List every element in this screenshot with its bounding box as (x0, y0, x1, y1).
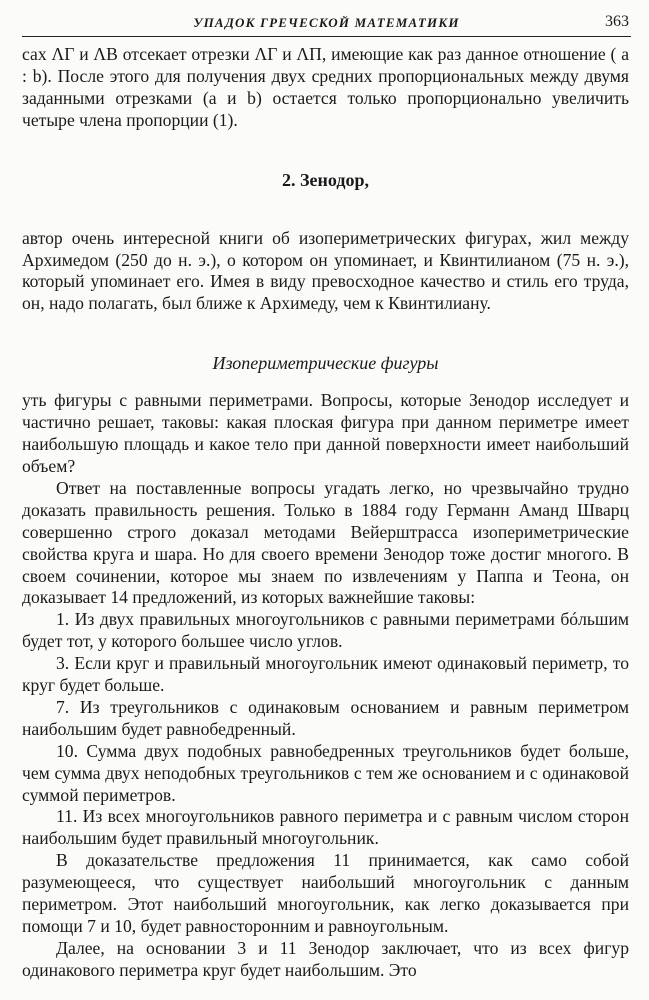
proposition-7: 7. Из треугольников с одинаковым основанием и равным периметром наибольшим будет равнобедренный. (22, 696, 629, 739)
page-header (22, 12, 631, 37)
body-paragraph-1: уть фигуры с равными периметрами. Вопросы, которые Зенодор исследует и частично решает, таковы: какая плоская фигура при данном периметре имеет наибольшую площадь и какое тело при данной поверхности имеет наибольший объем? (22, 390, 629, 476)
body-paragraph-conclusion: Далее, на основании 3 и 11 Зенодор заключает, что из всех фигур одинакового периметра круг будет наибольшим. Это (22, 937, 629, 980)
section-paragraph: автор очень интересной книги об изопериметрических фигурах, жил между Архимедом (250 до н. э.), о котором он упоминает, и Квинтилианом (75 н. э.), который упоминает его. Имея в виду превосходное качество и стиль его труда, он, надо полагать, был ближе к Архимеду, чем к Квинтилиану. (22, 227, 629, 314)
running-title: УПАДОК ГРЕЧЕСКОЙ МАТЕМАТИКИ (193, 15, 460, 30)
subsection-title: Изопериметрические фигуры (212, 353, 439, 374)
section-title: 2. Зенодор, (282, 169, 369, 190)
intro-paragraph: сах ΛΓ и ΛB отсекает отрезки ΛΓ и ΛΠ, имеющие как раз данное отношение ( a : b). После этого для получения двух средних пропорциональных между двумя заданными отрезками (a и b) остается только пропорционально увеличить четыре члена пропорции (1). (22, 44, 629, 130)
proposition-3: 3. Если круг и правильный многоугольник имеют одинаковый периметр, то круг будет больше. (22, 653, 629, 696)
proposition-11: 11. Из всех многоугольников равного периметра и с равным числом сторон наибольшим будет правильный многоугольник. (22, 806, 629, 849)
page-number: 363 (605, 13, 629, 30)
proposition-10: 10. Сумма двух подобных равнобедренных треугольников будет больше, чем сумма двух неподобных треугольников с тем же основанием и с одинаковой суммой периметров. (22, 740, 629, 805)
page-content (22, 44, 629, 982)
proposition-1: 1. Из двух правильных многоугольников с равными периметрами бóльшим будет тот, у которого большее число углов. (22, 609, 629, 652)
body-paragraph-2: Ответ на поставленные вопросы угадать легко, но чрезвычайно трудно доказать правильность решения. Только в 1884 году Германн Аманд Шварц совершенно строго доказал методами Вейерштрасса изопериметрические свойства круга и шара. Но для своего времени Зенодор тоже достиг многого. В своем сочинении, которое мы знаем по извлечениям у Паппа и Теона, он доказывает 14 предложений, из которых важнейшие таковы: (22, 477, 629, 608)
body-paragraph-proof: В доказательстве предложения 11 принимается, как само собой разумеющееся, что существует наибольший многоугольник с данным периметром. Этот наибольший многоугольник, как легко доказывается при помощи 7 и 10, будет равносторонним и равноугольным. (22, 850, 629, 936)
